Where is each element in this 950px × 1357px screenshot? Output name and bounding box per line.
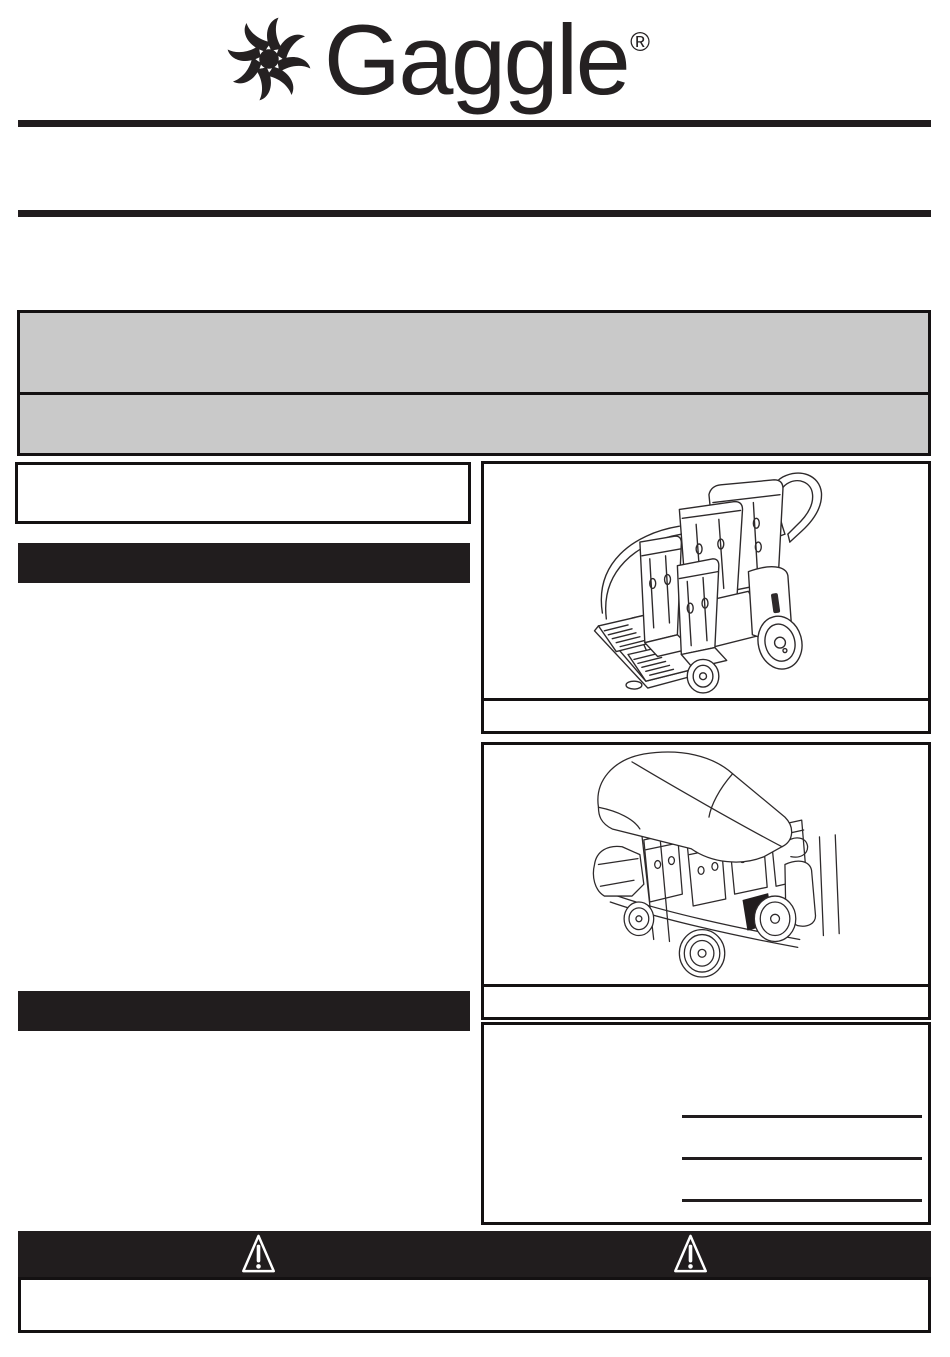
figure-box-1: [481, 461, 931, 734]
section-header-bar-2: [18, 991, 470, 1031]
notice-panel-top: [20, 313, 928, 395]
section-header-bar-1: [18, 543, 470, 583]
quad-buggy-canopy-drawing: [484, 745, 928, 984]
figure-caption-2: [484, 984, 928, 1017]
quad-buggy-drawing: [484, 464, 928, 698]
blank-line-1: [682, 1115, 922, 1118]
figure-box-2: [481, 742, 931, 1020]
warning-triangle-icon: [241, 1234, 276, 1274]
pinwheel-icon: [224, 13, 314, 105]
registered-mark: ®: [630, 27, 651, 57]
brand-logo: [0, 4, 912, 115]
blank-line-3: [682, 1199, 922, 1202]
figure-caption-1: [484, 698, 928, 731]
title-rule-top: [18, 120, 931, 127]
notice-panel-group: [17, 310, 931, 456]
warning-banner: [18, 1231, 931, 1277]
warning-text-box: [18, 1277, 931, 1333]
brand-name: Gaggle: [323, 4, 629, 115]
notice-panel-bottom: [20, 395, 928, 453]
model-info-box: [15, 462, 471, 524]
blank-line-2: [682, 1157, 922, 1160]
warning-triangle-icon: [673, 1234, 708, 1274]
registration-box: [481, 1022, 931, 1225]
title-rule-bottom: [18, 210, 931, 217]
